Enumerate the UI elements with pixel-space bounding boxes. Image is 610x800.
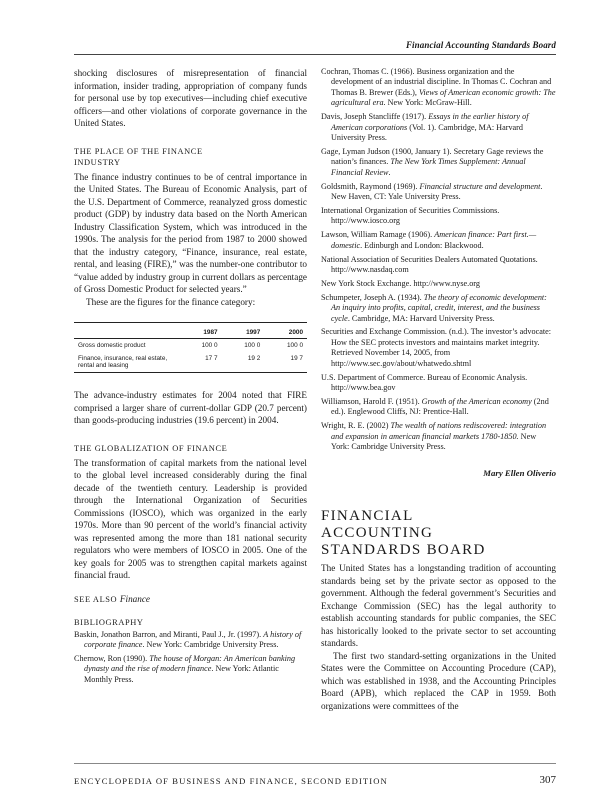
body-paragraph: The advance-industry estimates for 2004 noted that FIRE comprised a larger share of current-dollar GDP (20.7 percent) than goods-producing industries (19.6 percent) in 2004. — [74, 390, 307, 425]
article-title-line: ACCOUNTING — [321, 525, 434, 542]
ref-title: Essays in the earlier history of American corporations — [331, 112, 529, 132]
author-signature: Mary Ellen Oliverio — [483, 468, 556, 479]
table-header-cell: 1997 — [222, 323, 265, 339]
article-title-line: FINANCIAL — [321, 508, 414, 525]
finance-figures-table — [74, 322, 307, 373]
bibliography-entry — [321, 279, 556, 289]
table-cell: Gross domestic product — [78, 342, 146, 349]
ref-title: The New York Times Supplement: Annual Financial Review — [331, 157, 526, 177]
ref-title: The theory of economic development: An inquiry into profits, capital, credit, interest, and the business cycle — [331, 292, 547, 323]
table-cell: 100 0 — [201, 342, 218, 349]
body-paragraph: The finance industry continues to be of central importance in the United States. The Bureau of Economic Analysis, part of the U.S. Department of Commerce, reanalyzed gross domestic product (GDP) by industry data based on the North American Industry Classification System, which was introduced in the 1990s. The analysis for the period from 1987 to 2000 showed that the industry category, “Finance, insurance, real estate, rental, and leasing (FIRE),” was the number-one contributor to “value added by industry group in current dollars as percentage of Gross Domestic Product for selected years.” — [74, 171, 307, 294]
bibliography-entry — [321, 397, 556, 418]
ref-link[interactable]: International Organization of Securities Commissions. http://www.iosco.org — [321, 205, 500, 226]
see-also-label: SEE ALSO — [74, 594, 118, 604]
section-heading-globalization: THE GLOBALIZATION OF FINANCE — [74, 443, 228, 453]
running-head: Financial Accounting Standards Board — [405, 40, 556, 50]
body-paragraph: These are the figures for the finance category: — [86, 296, 256, 307]
bibliography-entry — [321, 112, 556, 143]
body-paragraph: The first two standard-setting organizations in the United States were the Committee on Accounting Procedure (CAP), which was established in 1938, and the Accounting Principles Board (APB), which replaced the CAP in 1959. Both organizations were committees of the — [321, 650, 556, 711]
bibliography-entry — [321, 147, 556, 178]
right-column — [321, 67, 556, 712]
ref-title: Views of American economic growth: The agricultural era — [331, 87, 556, 108]
bibliography-entry — [74, 654, 307, 685]
article-title-line: STANDARDS BOARD — [321, 542, 486, 559]
table-header-cell: 1987 — [179, 323, 222, 339]
ref-author: Williamson, Harold F. (1951). — [321, 396, 422, 406]
intro-paragraph: shocking disclosures of misrepresentation of financial information, insider trading, appropriation of company funds for personal use by top executives—including chief executive officers—and other violations of corporate governance in the United States. — [74, 68, 307, 128]
ref-title: The house of Morgan: An American banking dynasty and the rise of modern finance — [84, 653, 296, 674]
ref-title: American finance: Part first.—domestic — [331, 230, 537, 250]
ref-publisher: . Edinburgh and London: Blackwood. — [360, 240, 484, 250]
bibliography-heading: BIBLIOGRAPHY — [74, 617, 144, 627]
ref-author: Goldsmith, Raymond (1969). — [321, 181, 420, 191]
ref-title: Financial structure and development — [419, 181, 541, 191]
ref-author: Baskin, Jonathon Barron, and Miranti, Paul J., Jr. (1997). — [74, 629, 264, 639]
section-heading-line: INDUSTRY — [74, 157, 121, 167]
ref-publisher: . New Haven, CT: Yale University Press. — [331, 181, 543, 201]
ref-publisher: . — [388, 167, 391, 177]
table-header-row — [74, 323, 307, 339]
page-number: 307 — [539, 774, 556, 786]
ref-author: Lawson, William Ramage (1906). — [321, 230, 435, 240]
table-cell: 17 7 — [205, 355, 218, 362]
left-column — [74, 67, 307, 689]
ref-publisher: . New York: McGraw-Hill. — [383, 98, 472, 108]
bibliography-entry — [321, 67, 556, 109]
ref-link[interactable]: Securities and Exchange Commission. (n.d.). The investor’s advocate: How the SEC protects investors and maintains market integrity. Retrieved November 14, 2005, from http://www.sec.gov/about/whatwedo.shtml — [321, 327, 552, 368]
footer-title: ENCYCLOPEDIA OF BUSINESS AND FINANCE, SECOND EDITION — [74, 776, 388, 786]
ref-author: Cochran, Thomas C. (1966). Business organization and the development of an industrial discipline. In Thomas C. Cochran and Thomas B. Brewer (Eds.), — [321, 67, 552, 97]
ref-title: A history of corporate finance — [84, 629, 302, 649]
ref-publisher: . New York: Atlantic Monthly Press. — [84, 664, 279, 684]
table-header-cell: 2000 — [264, 323, 307, 339]
section-heading-line: THE PLACE OF THE FINANCE — [74, 146, 203, 156]
table-row — [74, 352, 307, 373]
bibliography-entry — [321, 255, 556, 276]
bibliography-entry — [321, 182, 556, 203]
table-cell: 100 0 — [287, 342, 303, 349]
ref-title: The wealth of nations rediscovered: integration and expansion in american financial markets 1780-1850. — [331, 421, 547, 441]
bibliography-entry — [74, 630, 307, 651]
ref-author: Gage, Lyman Judson (1900, January 1). Secretary Gage reviews the nation’s finances. — [321, 146, 544, 167]
ref-author: Davis, Joseph Stancliffe (1917). — [321, 112, 429, 122]
bibliography-entry — [321, 293, 556, 324]
table-cell: 19 7 — [290, 355, 303, 362]
ref-publisher: New York: Cambridge University Press. — [331, 431, 537, 451]
ref-link[interactable]: U.S. Department of Commerce. Bureau of Economic Analysis. http://www.bea.gov — [321, 372, 528, 392]
bibliography-entry — [321, 230, 556, 251]
table-cell: Finance, insurance, real estate, rental and leasing — [78, 355, 168, 369]
see-also — [74, 594, 307, 604]
bibliography-entry — [321, 421, 556, 452]
ref-author: Schumpeter, Joseph A. (1934). — [321, 292, 424, 302]
ref-link[interactable]: National Association of Securities Dealers Automated Quotations. http://www.nasdaq.com — [321, 254, 538, 274]
bibliography-entry — [321, 373, 556, 394]
table-row — [74, 339, 307, 353]
ref-link[interactable]: New York Stock Exchange. http://www.nyse.org — [321, 278, 480, 288]
see-also-link[interactable]: Finance — [119, 593, 151, 604]
bibliography-entry — [321, 327, 556, 369]
header-rule — [74, 54, 556, 55]
body-paragraph: The United States has a longstanding tradition of accounting standards being set by the private sector as opposed to the government. Although the federal government’s Securities and Exchange Commission (SEC) has the legal authority to establish accounting standards for public companies, the SEC has historically looked to the private sector to set accounting standards. — [321, 563, 556, 649]
footer-rule — [74, 763, 556, 764]
body-paragraph: The transformation of capital markets from the national level to the global level increased considerably during the final decade of the twentieth century. Leadership is provided through the International Organization of Securities Commissions (IOSCO), which was organized in the early 1970s. More than 90 percent of the world’s financial activity was represented among the more than 181 national security regulators who were members of IOSCO in 2005. One of the key goals for 2005 was to strengthen capital markets against financial fraud. — [74, 457, 307, 580]
article-title — [321, 508, 556, 559]
table-header-cell — [74, 323, 179, 339]
table-cell: 19 2 — [247, 355, 261, 362]
table-cell: 100 0 — [244, 342, 261, 349]
ref-author: Wright, R. E. (2002) — [321, 421, 391, 431]
ref-title: Growth of the American economy — [421, 396, 532, 406]
ref-publisher: (Vol. 1). Cambridge, MA: Harvard University Press. — [331, 122, 524, 142]
ref-author: Chernow, Ron (1990). — [74, 653, 150, 663]
bibliography-list-left — [74, 630, 307, 686]
bibliography-list-right — [321, 67, 556, 452]
ref-publisher: . New York: Cambridge University Press. — [142, 639, 279, 649]
ref-publisher: . Cambridge, MA: Harvard University Press. — [347, 313, 495, 323]
section-heading-finance-industry — [74, 146, 307, 168]
ref-publisher: (2nd ed.). Englewood Cliffs, NJ: Prentice-Hall. — [331, 396, 549, 417]
bibliography-entry — [321, 206, 556, 227]
